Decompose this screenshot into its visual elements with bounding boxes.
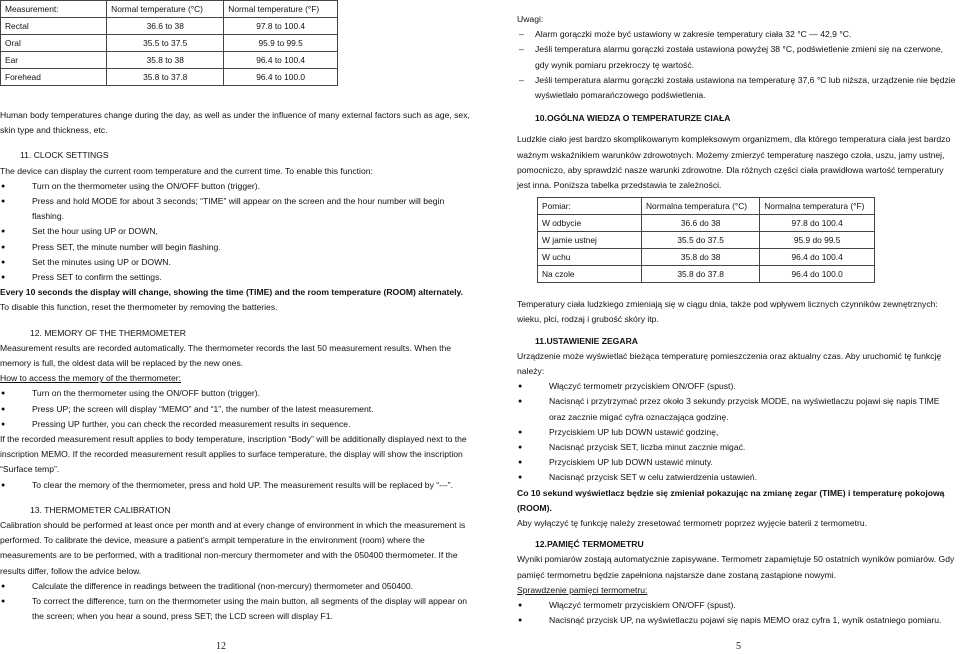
list-item: ● Press and hold MODE for about 3 seconds; “TIME” will appear on the screen and the hour number will begin flashing. — [0, 194, 478, 224]
section-12-access-title: How to access the memory of the thermometer: — [0, 373, 182, 384]
section-12-title: 12. MEMORY OF THE THERMOMETER — [30, 327, 186, 338]
list-item: – Jeśli temperatura alarmu gorączki została ustawiona na temperaturę 37,6 °C lub niższa, urządzenie nie będzie wyświetlało pomarańczowego podświetlenia. — [517, 73, 957, 103]
section-12-paragraph-pl: Wyniki pomiarów zostają automatycznie zapisywane. Termometr zapamiętuje 50 ostatnich wyników pomiarów. Gdy pamięć termometru będzie zapełniona najstarsze dane zostaną zastąpione nowymi. — [517, 554, 955, 580]
table-cell: Oral — [1, 35, 107, 52]
section-11-steps-pl — [517, 379, 957, 485]
table-cell: 95.9 to 99.5 — [224, 35, 338, 52]
list-item: ● Press SET, the minute number will begin flashing. — [0, 240, 478, 255]
table-cell: 35.8 do 38 — [641, 249, 759, 266]
list-item: ● Set the minutes using UP or DOWN. — [0, 255, 478, 270]
list-item: – Alarm gorączki może być ustawiony w zakresie temperatury ciała 32 °C — 42,9 °C. — [517, 27, 957, 42]
table-row — [538, 266, 875, 283]
temperature-table-pl — [537, 197, 875, 283]
list-item: ● Nacisnąć przycisk SET, liczba minut zacznie migać. — [517, 440, 957, 455]
table-row — [538, 249, 875, 266]
list-item: ● Press UP; the screen will display “MEMO” and “1”, the number of the latest measurement. — [0, 402, 478, 417]
left-page — [0, 0, 478, 625]
list-item: ● Nacisnąć przycisk SET w celu zatwierdzenia ustawień. — [517, 470, 957, 485]
table-cell: 96.4 do 100.0 — [760, 266, 875, 283]
notes-list — [517, 27, 957, 103]
table-cell: Rectal — [1, 18, 107, 35]
section-12-title-pl: 12.PAMIĘĆ TERMOMETRU — [535, 539, 644, 550]
list-item: ● Przyciskiem UP lub DOWN ustawić minuty. — [517, 455, 957, 470]
list-item: – Jeśli temperatura alarmu gorączki została ustawiona powyżej 38 °C, podświetlenie zmieni się na czerwone, gdy wynik pomiaru przekroczy tę wartość. — [517, 42, 957, 72]
section-11-title-pl: 11.USTAWIENIE ZEGARA — [535, 335, 638, 346]
table-cell: 35.5 to 37.5 — [107, 35, 224, 52]
table-header-cell: Normalna temperatura (°F) — [760, 198, 875, 215]
list-item: ● Włączyć termometr przyciskiem ON/OFF (spust). — [517, 598, 957, 613]
page-number-left: 12 — [216, 641, 226, 652]
section-12-steps-pl — [517, 598, 957, 628]
table-header-cell: Normal temperature (°C) — [107, 1, 224, 18]
section-11-intro: The device can display the current room temperature and the current time. To enable this function: — [0, 165, 373, 176]
right-page — [517, 12, 957, 629]
list-item: ● Calculate the difference in readings between the traditional (non-mercury) thermometer and 050400. — [0, 579, 478, 594]
table-cell: W uchu — [538, 249, 642, 266]
table-row — [1, 69, 338, 86]
section-11-title: 11. CLOCK SETTINGS — [20, 150, 109, 161]
section-11-intro-pl: Urządzenie może wyświetlać bieżąca temperaturę pomieszczenia oraz aktualny czas. Aby uruchomić tę funkcję należy: — [517, 350, 942, 377]
table-cell: 97.8 to 100.4 — [224, 18, 338, 35]
list-item: ● Pressing UP further, you can check the recorded measurement results in sequence. — [0, 417, 478, 432]
table-cell: 35.8 do 37.8 — [641, 266, 759, 283]
list-item: ● Set the hour using UP or DOWN, — [0, 224, 478, 239]
section-10-title: 10.OGÓLNA WIEDZA O TEMPERATURZE CIAŁA — [535, 113, 731, 124]
table-header-cell: Normalna temperatura (°C) — [641, 198, 759, 215]
table-cell: W odbycie — [538, 215, 642, 232]
section-12-access-title-pl: Sprawdzenie pamięci termometru: — [517, 584, 648, 595]
list-item: ● Nacisnąć przycisk UP, na wyświetlaczu pojawi się napis MEMO oraz cyfra 1, wynik ostatniego pomiaru. — [517, 613, 957, 628]
table-cell: 36.6 to 38 — [107, 18, 224, 35]
list-item: ● Włączyć termometr przyciskiem ON/OFF (spust). — [517, 379, 957, 394]
list-item: ● Turn on the thermometer using the ON/OFF button (trigger). — [0, 179, 478, 194]
table-cell: 96.4 do 100.4 — [760, 249, 875, 266]
temperature-table-en — [0, 0, 338, 86]
table-row — [1, 35, 338, 52]
table-row — [1, 52, 338, 69]
section-11-steps — [0, 179, 478, 285]
table-header-cell: Measurement: — [1, 1, 107, 18]
section-10-paragraph: Ludzkie ciało jest bardzo skomplikowanym kompleksowym organizmem, dla którego temperatura ciała jest bardzo ważnym wskaźnikiem warunków zdrowotnych. Możemy zmierzyć temperaturę naszego czoła, uszu, jamy ustnej, pomocniczo, aby sprawdzić nasze warunki zdrowotne. Dla różnych części ciała prawidłowa wartość temperatury jest inna. Poniższa tabelka przedstawia te zależności. — [517, 134, 951, 191]
body-temp-paragraph: Human body temperatures change during the day, as well as under the influence of many external factors such as age, sex, skin type and thickness, etc. — [0, 110, 470, 136]
section-13-paragraph: Calibration should be performed at least once per month and at every change of environment in which the measurement is performed. To calibrate the device, measure a patient’s armpit temperature in the environment (room) where the measurements are to be performed, with a traditional non-mercury thermometer and with the 050400 thermometer. If the results differ, follow the advice below. — [0, 520, 466, 576]
notes-title: Uwagi: — [517, 14, 544, 24]
table-header-cell: Pomiar: — [538, 198, 642, 215]
section-13-steps — [0, 579, 478, 625]
table-cell: 35.8 to 37.8 — [107, 69, 224, 86]
table-cell: 35.8 to 38 — [107, 52, 224, 69]
list-item: ● To correct the difference, turn on the thermometer using the main button, all segments of the display will appear on the screen; when you hear a sound, press SET; the LCD screen will display F1. — [0, 594, 478, 624]
table-row — [538, 232, 875, 249]
table-cell: Na czole — [538, 266, 642, 283]
section-11-disable-pl: Aby wyłączyć tę funkcję należy zresetować termometr poprzez wyjęcie baterii z termometru. — [517, 518, 868, 529]
list-item: ● Przyciskiem UP lub DOWN ustawić godzinę, — [517, 425, 957, 440]
table-cell: W jamie ustnej — [538, 232, 642, 249]
list-item: ● Press SET to confirm the settings. — [0, 270, 478, 285]
section-11-bold-note: Every 10 seconds the display will change, showing the time (TIME) and the room temperature (ROOM) alternately. — [0, 287, 464, 298]
table-cell: Forehead — [1, 69, 107, 86]
list-item: ● Turn on the thermometer using the ON/OFF button (trigger). — [0, 386, 478, 401]
table-row — [538, 215, 875, 232]
table-header-row — [538, 198, 875, 215]
table-cell: 35.5 do 37.5 — [641, 232, 759, 249]
section-12-clear — [0, 478, 478, 493]
section-11-disable: To disable this function, reset the thermometer by removing the batteries. — [0, 302, 278, 313]
table-row — [1, 18, 338, 35]
section-12-paragraph: Measurement results are recorded automatically. The thermometer records the last 50 measurement results. When the memory is full, the oldest data will be replaced by the new ones. — [0, 342, 452, 369]
page-number-right: 5 — [736, 641, 741, 652]
section-11-bold-note-pl: Co 10 sekund wyświetlacz będzie się zmieniał pokazując na zmianę zegar (TIME) i temperaturę pokojową (ROOM). — [517, 487, 945, 513]
list-item: ● To clear the memory of the thermometer, press and hold UP. The measurement results will be replaced by “---”. — [0, 478, 478, 493]
table-header-cell: Normal temperature (°F) — [224, 1, 338, 18]
table-cell: 96.4 to 100.4 — [224, 52, 338, 69]
table-header-row — [1, 1, 338, 18]
section-13-title: 13. THERMOMETER CALIBRATION — [30, 504, 171, 515]
body-temp-paragraph-pl: Temperatury ciała ludzkiego zmieniają się w ciągu dnia, także pod wpływem licznych czynników zewnętrznych: wieku, płci, rodzaj i grubość skóry itp. — [517, 299, 938, 325]
table-cell: 97.8 do 100.4 — [760, 215, 875, 232]
section-12-after: If the recorded measurement result applies to body temperature, inscription “Body” will be additionally displayed next to the inscription MEMO. If the recorded measurement result applies to surface temperature, the display will show the inscription “Surface temp”. — [0, 434, 467, 475]
table-cell: 95.9 do 99.5 — [760, 232, 875, 249]
table-cell: 96.4 to 100.0 — [224, 69, 338, 86]
table-cell: 36.6 do 38 — [641, 215, 759, 232]
section-12-steps — [0, 386, 478, 432]
table-cell: Ear — [1, 52, 107, 69]
list-item: ● Nacisnąć i przytrzymać przez około 3 sekundy przycisk MODE, na wyświetlaczu pojawi się napis TIME oraz zacznie migać cyfra oznaczająca godzinę. — [517, 394, 957, 424]
